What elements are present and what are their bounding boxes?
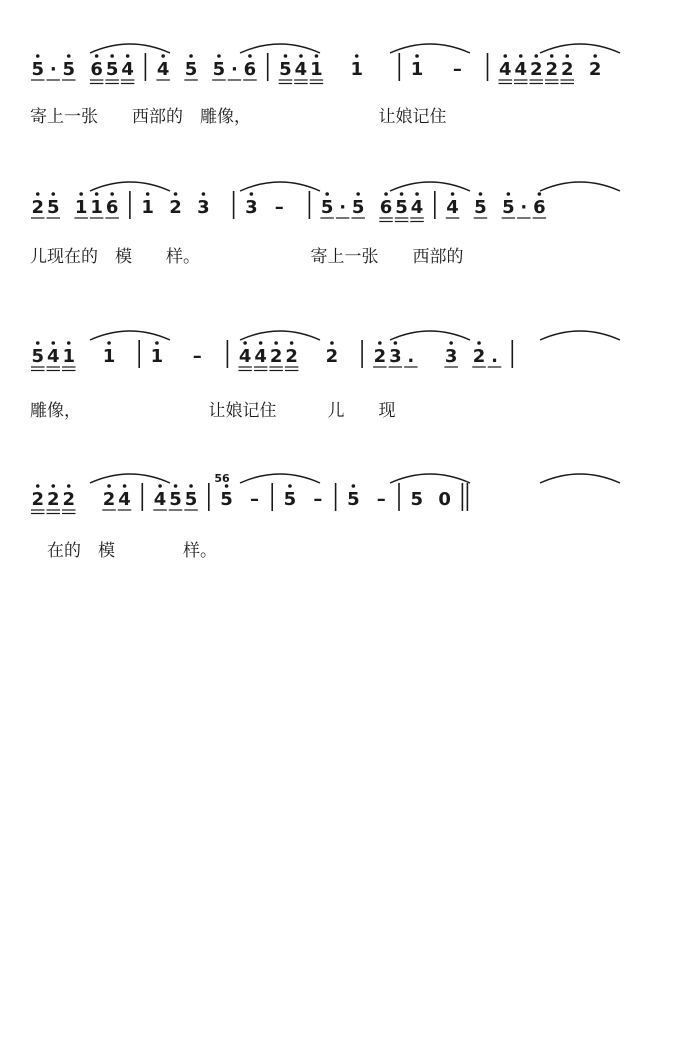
octave-dot xyxy=(36,192,40,196)
note: 3 xyxy=(197,197,210,218)
octave-dot xyxy=(67,484,71,488)
octave-dot xyxy=(110,192,114,196)
octave-dot-above xyxy=(79,192,83,196)
note: 1 xyxy=(90,197,103,218)
note: 1 xyxy=(62,346,76,367)
note: 3 xyxy=(245,197,258,218)
octave-dot xyxy=(51,192,55,196)
note: . xyxy=(407,346,415,367)
octave-dot xyxy=(384,192,388,196)
octave-dot xyxy=(330,341,334,345)
note: 0 xyxy=(438,489,451,510)
note: 5 xyxy=(279,59,292,80)
octave-dot xyxy=(503,54,507,58)
octave-dot xyxy=(51,341,55,345)
note: – xyxy=(274,197,284,218)
note: 1 xyxy=(74,197,88,218)
octave-dot xyxy=(36,341,40,345)
slur xyxy=(90,331,170,340)
note: 2 xyxy=(285,346,298,367)
note: 5 xyxy=(169,489,182,510)
note: – xyxy=(249,489,259,510)
slur xyxy=(390,44,470,53)
note: – xyxy=(313,489,323,510)
note: 3 xyxy=(444,346,458,367)
note: 2 xyxy=(325,346,339,367)
octave-dot xyxy=(325,192,329,196)
octave-dot xyxy=(189,54,193,58)
octave-dot xyxy=(550,54,554,58)
octave-dot xyxy=(126,54,130,58)
slur xyxy=(390,474,470,483)
octave-dot xyxy=(36,54,40,58)
note: 6 xyxy=(243,59,257,80)
slur xyxy=(240,182,320,191)
octave-dot xyxy=(449,341,453,345)
note: 2 xyxy=(545,59,559,80)
octave-dot-above xyxy=(202,192,206,196)
note: 5 xyxy=(184,489,198,510)
octave-dot xyxy=(243,341,247,345)
note: 2 xyxy=(102,489,116,510)
slur xyxy=(540,182,620,191)
note: . xyxy=(491,346,498,367)
slur xyxy=(540,331,620,340)
note: · xyxy=(49,59,57,80)
note: 1 xyxy=(150,346,164,367)
octave-dot xyxy=(51,484,55,488)
note: 4 xyxy=(153,489,167,510)
grace-note: 56 xyxy=(214,472,230,485)
note: 5 xyxy=(212,59,226,80)
note: 2 xyxy=(46,489,60,510)
octave-dot-above xyxy=(146,192,150,196)
lyric-line: 寄上一张 西部的 雕像， 让娘记住 xyxy=(30,107,447,127)
note: 5 xyxy=(474,197,487,218)
note: 4 xyxy=(46,346,60,367)
slur xyxy=(90,44,170,53)
note: 4 xyxy=(156,59,170,80)
lyric-line: 雕像， 让娘记住 儿 现 xyxy=(30,401,396,421)
octave-dot xyxy=(352,484,356,488)
note: 2 xyxy=(373,346,387,367)
octave-dot xyxy=(217,54,221,58)
note: 4 xyxy=(514,59,528,80)
note: 6 xyxy=(533,197,546,218)
octave-dot xyxy=(274,341,278,345)
slur xyxy=(390,331,470,340)
note: 5 xyxy=(347,489,360,510)
note: 1 xyxy=(310,59,323,80)
octave-dot xyxy=(378,341,382,345)
note: 2 xyxy=(560,59,574,80)
note: 5 xyxy=(184,59,198,80)
note: 4 xyxy=(294,59,308,80)
note: 5 xyxy=(46,197,60,218)
octave-dot xyxy=(451,192,455,196)
note: · xyxy=(231,59,238,80)
note: 5 xyxy=(410,489,424,510)
note: 2 xyxy=(269,346,283,367)
slur xyxy=(240,331,320,340)
note: 4 xyxy=(121,59,134,80)
octave-dot xyxy=(507,192,511,196)
octave-dot xyxy=(36,484,40,488)
note: 2 xyxy=(588,59,602,80)
octave-dot xyxy=(95,54,99,58)
lyric-line: 在的 模 样。 xyxy=(30,541,217,561)
note: 2 xyxy=(31,197,45,218)
note: 5 xyxy=(31,59,45,80)
note: 2 xyxy=(169,197,182,218)
octave-dot xyxy=(158,484,162,488)
note: 5 xyxy=(105,59,119,80)
octave-dot xyxy=(477,341,481,345)
octave-dot xyxy=(189,484,193,488)
octave-dot xyxy=(123,484,127,488)
note: 1 xyxy=(141,197,154,218)
note: 4 xyxy=(238,346,252,367)
octave-dot xyxy=(356,192,360,196)
slur xyxy=(90,474,170,483)
note: 5 xyxy=(502,197,515,218)
note: 1 xyxy=(350,59,364,80)
octave-dot xyxy=(400,192,404,196)
note: 5 xyxy=(220,489,233,510)
octave-dot xyxy=(248,54,252,58)
note: 4 xyxy=(410,197,424,218)
slur xyxy=(540,474,620,483)
octave-dot-above xyxy=(67,341,71,345)
note: 2 xyxy=(62,489,76,510)
note: 4 xyxy=(254,346,267,367)
octave-dot xyxy=(479,192,483,196)
note: – xyxy=(452,59,462,80)
note: 6 xyxy=(379,197,393,218)
note: 4 xyxy=(446,197,459,218)
octave-dot xyxy=(110,54,114,58)
note: 5 xyxy=(395,197,408,218)
octave-dot xyxy=(534,54,538,58)
octave-dot xyxy=(107,484,111,488)
octave-dot xyxy=(290,341,294,345)
octave-dot xyxy=(259,341,263,345)
slur xyxy=(240,44,320,53)
note: · xyxy=(520,197,528,218)
note: 2 xyxy=(529,59,543,80)
octave-dot-above xyxy=(155,341,159,345)
octave-dot xyxy=(394,341,398,345)
slur xyxy=(240,474,320,483)
note: – xyxy=(376,489,386,510)
octave-dot xyxy=(519,54,523,58)
slur xyxy=(390,182,470,191)
octave-dot xyxy=(174,484,178,488)
octave-dot-above xyxy=(95,192,99,196)
octave-dot xyxy=(299,54,303,58)
note: – xyxy=(192,346,202,367)
octave-dot xyxy=(67,54,71,58)
note: 5 xyxy=(351,197,365,218)
octave-dot xyxy=(565,54,569,58)
octave-dot-above xyxy=(355,54,359,58)
octave-dot xyxy=(284,54,288,58)
note: 5 xyxy=(320,197,334,218)
octave-dot xyxy=(415,192,419,196)
octave-dot-above xyxy=(415,54,419,58)
note: 4 xyxy=(498,59,512,80)
slur xyxy=(540,44,620,53)
note: 5 xyxy=(31,346,45,367)
octave-dot-above xyxy=(174,192,178,196)
octave-dot-above xyxy=(250,192,254,196)
note: 5 xyxy=(283,489,297,510)
note: 5 xyxy=(62,59,76,80)
note: 6 xyxy=(90,59,103,80)
note: 2 xyxy=(31,489,45,510)
lyric-line: 儿现在的 模 样。 寄上一张 西部的 xyxy=(30,247,464,267)
octave-dot xyxy=(538,192,542,196)
note: 2 xyxy=(472,346,486,367)
note: 1 xyxy=(102,346,116,367)
octave-dot-above xyxy=(107,341,111,345)
octave-dot xyxy=(593,54,597,58)
note: 4 xyxy=(118,489,131,510)
note: 1 xyxy=(410,59,424,80)
octave-dot xyxy=(161,54,165,58)
note: 6 xyxy=(105,197,119,218)
note: 3 xyxy=(389,346,402,367)
note: · xyxy=(339,197,347,218)
octave-dot-above xyxy=(315,54,319,58)
octave-dot xyxy=(288,484,292,488)
slur xyxy=(90,182,170,191)
